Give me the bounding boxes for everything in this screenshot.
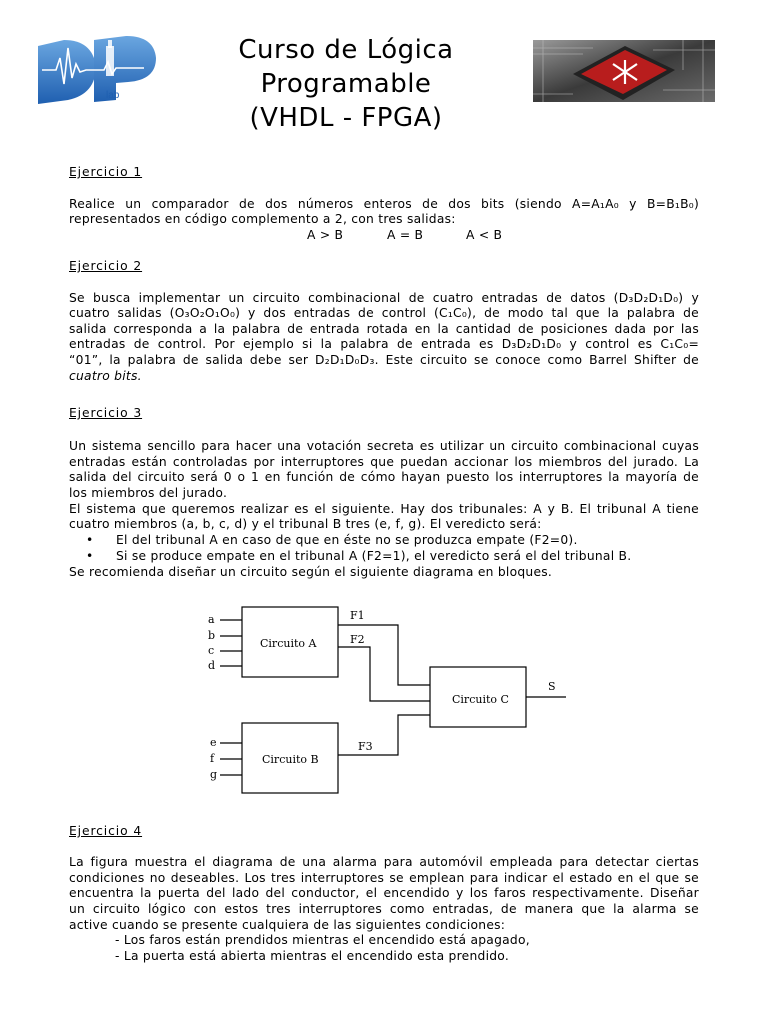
exercise-4-line-1: La figura muestra el diagrama de una alarma para automóvil empleada para detectar ciertas [69,855,699,869]
input-f-label: f [210,752,215,765]
exercise-2-line-1: Se busca implementar un circuito combinacional de cuatro entradas de datos (D₃D₂D₁D₀) y [69,291,699,305]
output-eq: A = B [387,228,424,242]
exercise-3-line-2: entradas están controladas por interruptores que puedan accionar los miembros del jurado. La [69,455,699,469]
title-line-1: Curso de Lógica [238,35,454,65]
condition-item-2: - La puerta está abierta mientras el encendido esta prendido. [115,949,510,963]
signal-f2-label: F2 [350,633,365,646]
output-lt: A < B [466,228,503,242]
input-a-label: a [208,613,215,626]
fpga-chip-image [533,40,715,102]
page-title [200,33,492,135]
exercise-2-line-4: entradas de control. Por ejemplo si la palabra de entrada es D₃D₂D₁D₀ y control es C₁C₀= [69,337,699,351]
circuit-b-label: Circuito B [262,753,319,766]
exercise-2-heading: Ejercicio 2 [69,259,143,273]
block-diagram [196,595,576,807]
exercise-4-line-4: un circuito lógico con estos tres interruptores como entradas, de manera que la alarma se [69,902,699,916]
signal-f3-label: F3 [358,740,373,753]
input-d-label: d [208,659,216,672]
exercise-3-heading: Ejercicio 3 [69,406,143,420]
exercise-4-heading: Ejercicio 4 [69,824,143,838]
input-b-label: b [208,629,216,642]
exercise-3-line-5: El sistema que queremos realizar es el siguiente. Hay dos tribunales: A y B. El tribunal A tiene [69,502,699,516]
condition-item-1: - Los faros están prendidos mientras el encendido está apagado, [115,933,530,947]
dp-lab-logo [34,34,158,104]
bullet-item-1: • El del tribunal A en caso de que en éste no se produzca empate (F2=0). [86,533,578,547]
logo-lab-text: lab [106,90,120,101]
wire-f3 [338,715,430,755]
title-line-3: (VHDL - FPGA) [249,103,443,133]
exercise-3-closing: Se recomienda diseñar un circuito según el siguiente diagrama en bloques. [69,565,553,579]
input-g-label: g [210,768,218,781]
wire-f2 [338,647,430,701]
exercise-3-line-1: Un sistema sencillo para hacer una votación secreta es utilizar un circuito combinacional cuyas [69,439,699,453]
circuit-a-label: Circuito A [260,637,317,650]
exercise-4-line-3: encuentra la puerta del lado del conductor, el encendido y los faros respectivamente. Diseñar [69,886,699,900]
title-line-2: Programable [260,69,432,99]
exercise-3-line-4: los miembros del jurado. [69,486,228,500]
exercise-1-line-1: Realice un comparador de dos números enteros de dos bits (siendo A=A₁A₀ y B=B₁B₀) [69,197,699,211]
exercise-3-line-6: cuatro miembros (a, b, c, d) y el tribunal B tres (e, f, g). El veredicto será: [69,517,542,531]
exercise-2-line-3: salida corresponda a la palabra de entrada rotada en la cantidad de posiciones dada por las [69,322,699,336]
exercise-2-line-6: cuatro bits. [69,369,142,383]
exercise-2-line-2: cuatro salidas (O₃O₂O₁O₀) y dos entradas de control (C₁C₀), de modo tal que la palabra de [69,306,699,320]
exercise-4-line-2: condiciones no deseables. Los tres interruptores se emplean para indicar el estado en el que se [69,871,699,885]
exercise-2-line-5: “01”, la palabra de salida debe ser D₂D₁D₀D₃. Este circuito se conoce como Barrel Shifter de [69,353,699,367]
output-gt: A > B [307,228,344,242]
signal-f1-label: F1 [350,609,365,622]
circuit-c-label: Circuito C [452,693,509,706]
exercise-4-line-5: active cuando se presente cualquiera de las siguientes condiciones: [69,918,506,932]
input-e-label: e [210,736,217,749]
signal-s-label: S [548,680,556,693]
exercise-1-heading: Ejercicio 1 [69,165,143,179]
exercise-1-line-2: representados en código complemento a 2, con tres salidas: [69,212,456,226]
exercise-3-line-3: salida del circuito será 0 o 1 en función de cómo hayan puesto los interruptores la mayoría de [69,470,699,484]
input-c-label: c [208,644,215,657]
bullet-item-2: • Si se produce empate en el tribunal A (F2=1), el veredicto será el del tribunal B. [86,549,632,563]
